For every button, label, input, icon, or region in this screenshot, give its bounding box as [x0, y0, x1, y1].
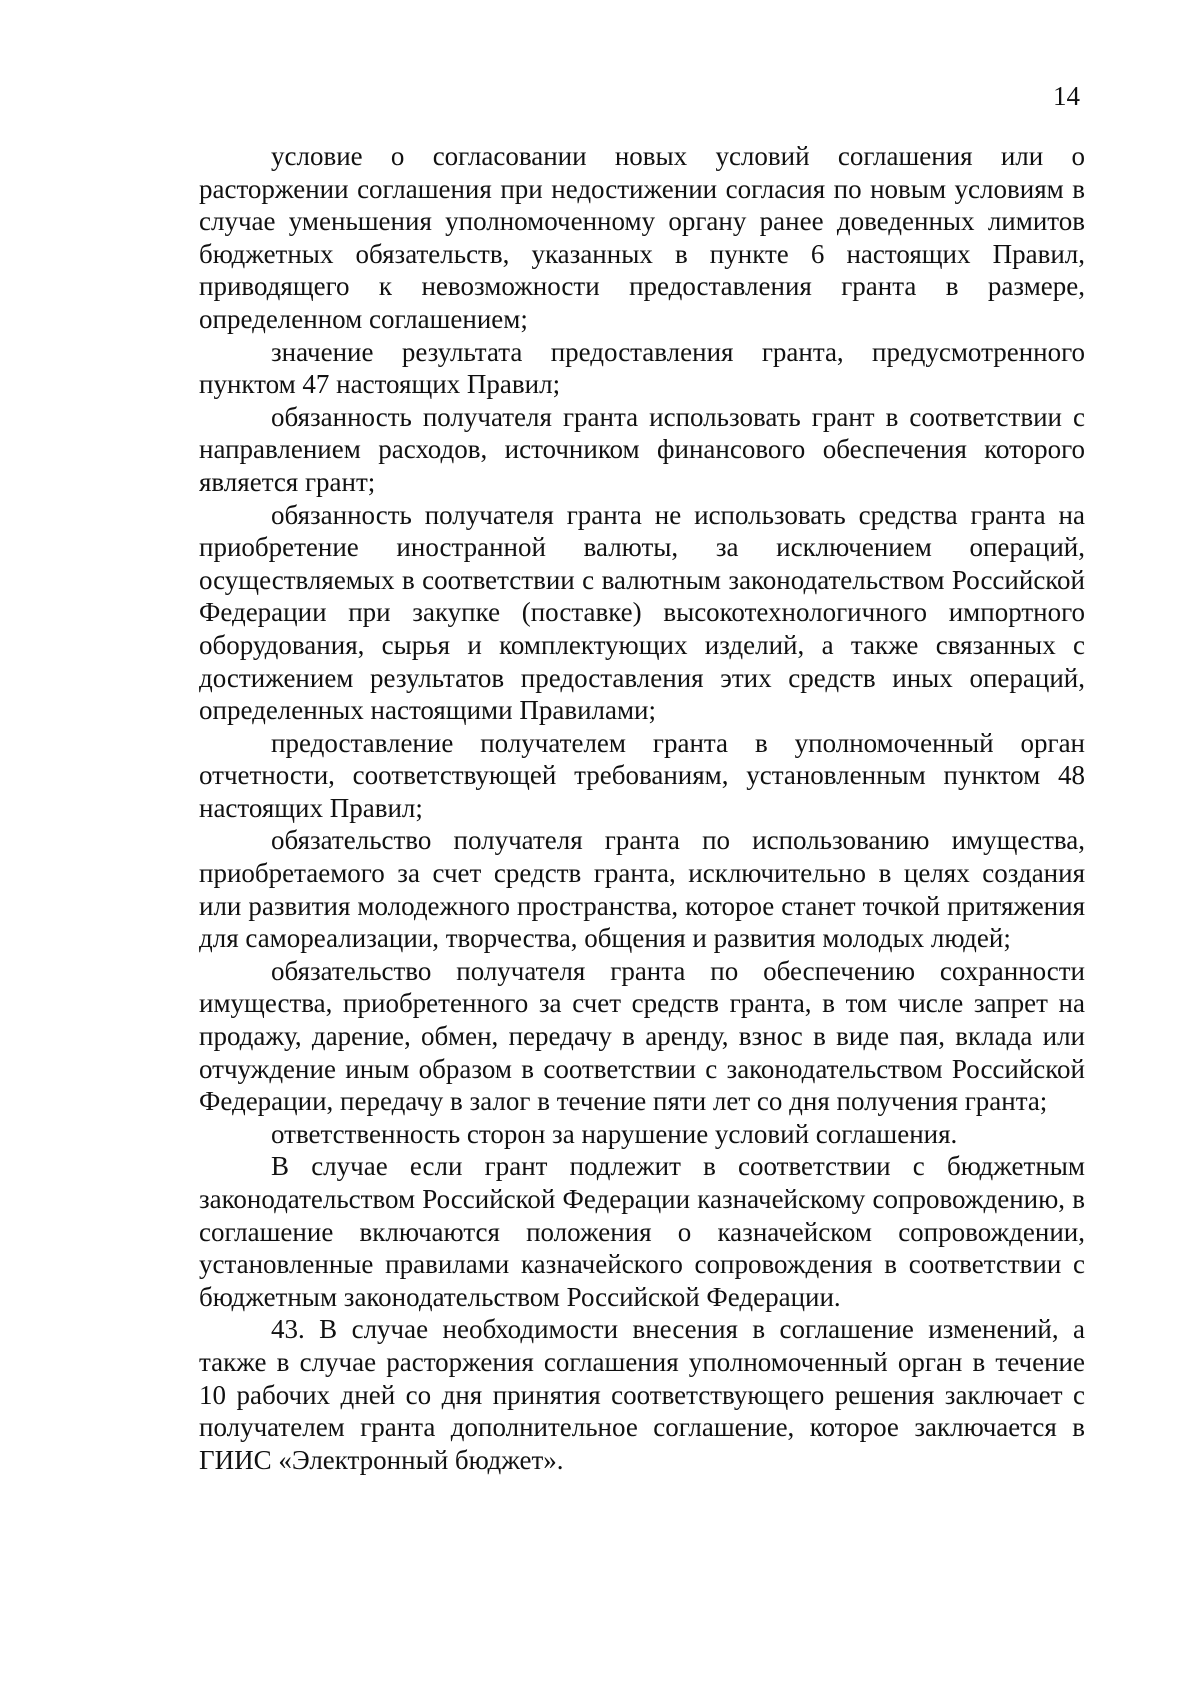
- paragraph-foreign-currency-restriction: обязанность получателя гранта не использовать средства гранта на приобретение иностранной валюты, за исключением операций, осуществляемых в соответствии с валютным законодательством Российской Федерации при закупке (поставке) высокотехнологичного импортного оборудования, сырья и комплектующих изделий, а также связанных с достижением результатов предоставления этих средств иных операций, определенных настоящими Правилами;: [199, 499, 1085, 726]
- document-body: [199, 140, 1085, 1476]
- paragraph-parties-liability: ответственность сторон за нарушение условий соглашения.: [271, 1118, 958, 1149]
- paragraph-reporting-requirement: предоставление получателем гранта в уполномоченный орган отчетности, соответствующей требованиям, установленным пунктом 48 настоящих Правил;: [199, 727, 1085, 823]
- paragraph-property-use-obligation: обязательство получателя гранта по использованию имущества, приобретаемого за счет средств гранта, исключительно в целях создания или развития молодежного пространства, которое станет точкой притяжения для самореализации, творчества, общения и развития молодых людей;: [199, 825, 1085, 954]
- paragraph-agreement-change-condition: условие о согласовании новых условий соглашения или о расторжении соглашения при недостижении согласия по новым условиям в случае уменьшения уполномоченному органу ранее доведенных лимитов бюджетных обязательств, указанных в пункте 6 настоящих Правил, приводящего к невозможности предоставления гранта в размере, определенном соглашением;: [199, 141, 1085, 334]
- paragraph-clause-43: 43. В случае необходимости внесения в соглашение изменений, а также в случае расторжения соглашения уполномоченный орган в течение 10 рабочих дней со дня принятия соответствующего решения заключает с получателем гранта дополнительное соглашение, которое заключается в ГИИС «Электронный бюджет».: [199, 1314, 1085, 1475]
- paragraph-treasury-support: В случае если грант подлежит в соответствии с бюджетным законодательством Российской Федерации казначейскому сопровождению, в соглашение включаются положения о казначейском сопровождении, установленные правилами казначейского сопровождения в соответствии с бюджетным законодательством Российской Федерации.: [199, 1151, 1085, 1312]
- paragraph-grant-result-value: значение результата предоставления гранта, предусмотренного пунктом 47 настоящих Правил;: [199, 336, 1085, 400]
- paragraph-property-preservation-obligation: обязательство получателя гранта по обеспечению сохранности имущества, приобретенного за счет средств гранта, в том числе запрет на продажу, дарение, обмен, передачу в аренду, взнос в виде пая, вклада или отчуждение иным образом в соответствии с законодательством Российской Федерации, передачу в залог в течение пяти лет со дня получения гранта;: [199, 955, 1085, 1117]
- page-number: 14: [1053, 81, 1080, 111]
- paragraph-grant-use-obligation: обязанность получателя гранта использовать грант в соответствии с направлением расходов, источником финансового обеспечения которого является грант;: [199, 401, 1085, 497]
